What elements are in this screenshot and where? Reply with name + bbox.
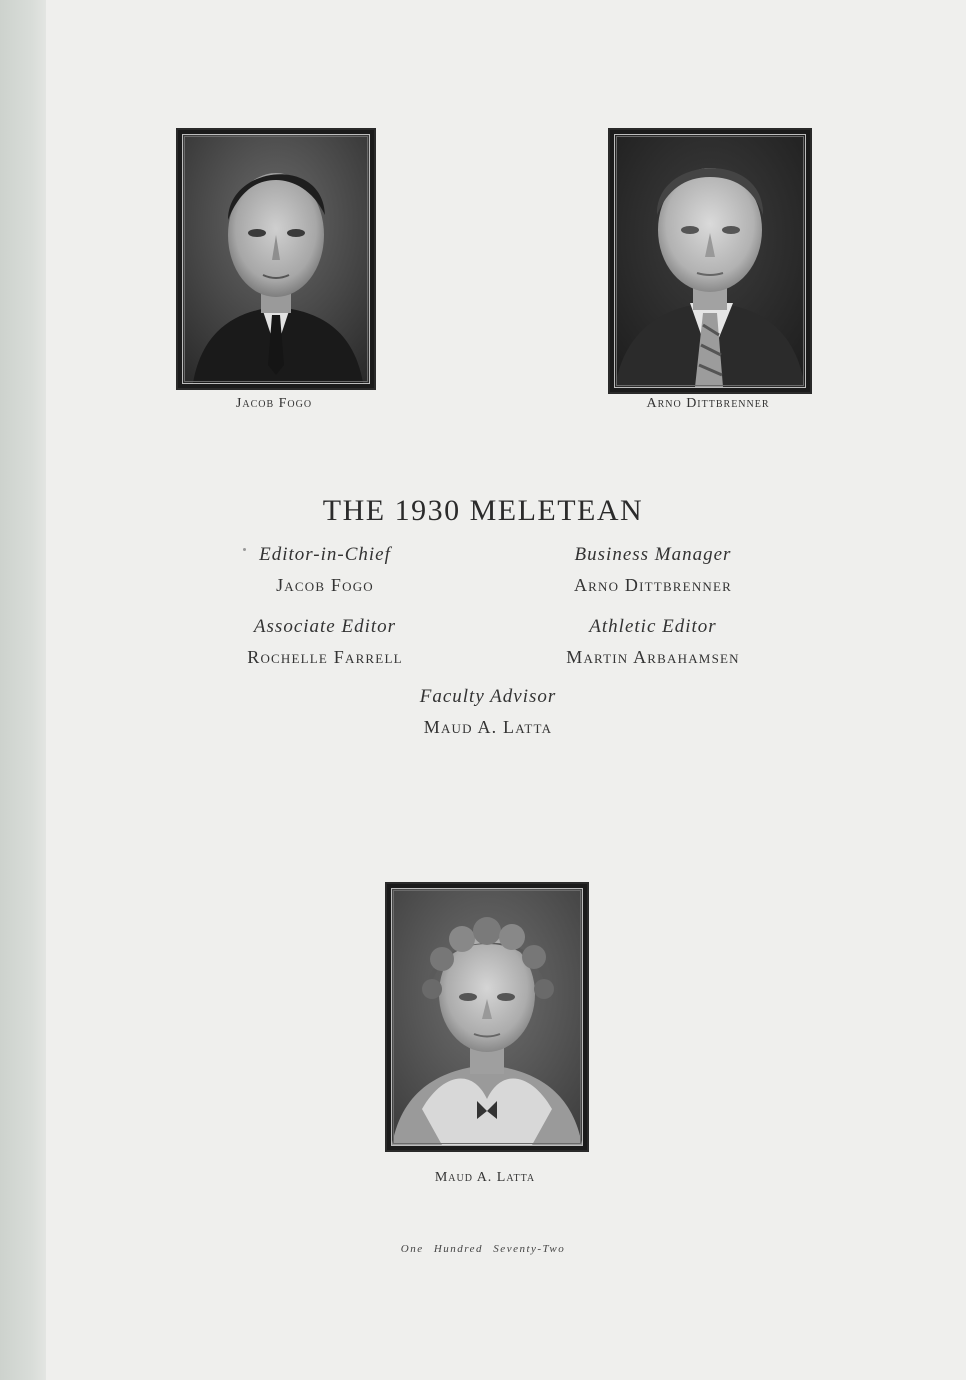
caption-maud-latta: Maud A. Latta <box>434 1170 536 1185</box>
page-gutter <box>0 0 46 1380</box>
role-athletic-editor: Athletic Editor <box>589 616 717 637</box>
caption-jacob-fogo: Jacob Fogo <box>235 396 313 411</box>
caption-arno-dittbrenner: Arno Dittbrenner <box>646 396 770 411</box>
page-title: THE 1930 MELETEAN <box>322 494 644 527</box>
name-editor-in-chief: Jacob Fogo <box>276 575 374 595</box>
role-editor-in-chief: Editor-in-Chief <box>259 544 391 565</box>
photo-frame <box>182 134 370 384</box>
photo-jacob-fogo <box>176 128 376 390</box>
photo-inner-frame <box>616 136 804 386</box>
photo-inner-frame <box>393 890 581 1144</box>
role-faculty-advisor: Faculty Advisor <box>419 686 557 707</box>
role-business-manager: Business Manager <box>574 544 732 565</box>
name-faculty-advisor: Maud A. Latta <box>423 717 553 737</box>
photo-frame <box>614 134 806 388</box>
page-number: One Hundred Seventy-Two <box>400 1243 566 1255</box>
photo-inner-frame <box>184 136 368 382</box>
name-athletic-editor: Martin Arbahamsen <box>566 647 740 667</box>
photo-frame <box>391 888 583 1146</box>
name-business-manager: Arno Dittbrenner <box>573 575 733 595</box>
name-associate-editor: Rochelle Farrell <box>247 647 403 667</box>
photo-maud-latta <box>385 882 589 1152</box>
photo-arno-dittbrenner <box>608 128 812 394</box>
role-associate-editor: Associate Editor <box>253 616 397 637</box>
